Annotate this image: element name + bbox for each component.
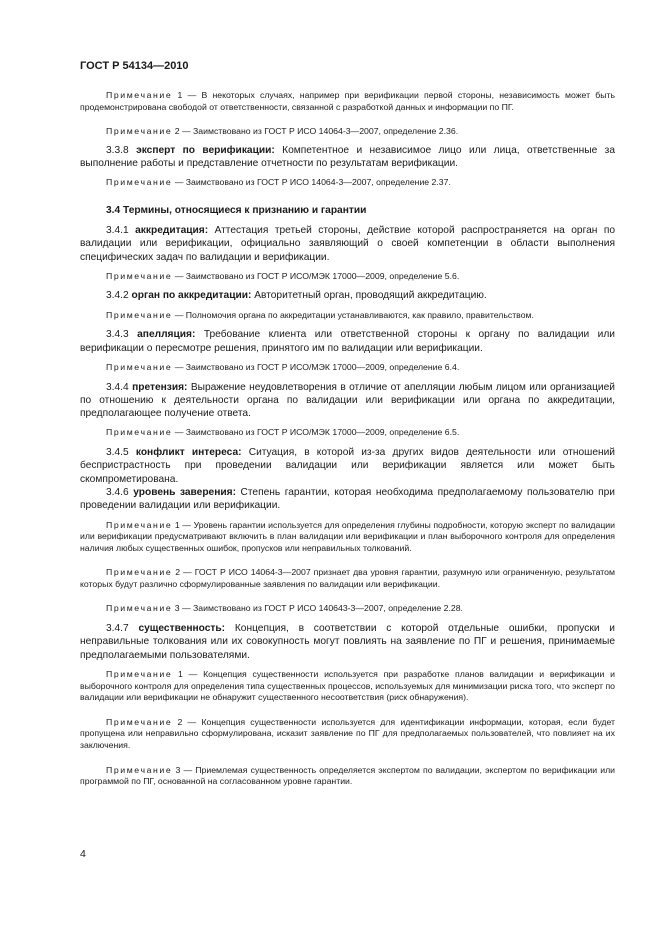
term-definition <box>80 622 615 662</box>
term-number: 3.4.2 <box>106 290 129 302</box>
term-name: апелляция: <box>137 329 196 341</box>
term-text: Ситуация, в которой из-за других видов деятельности или отношений беспристрастность при проведении валидации или верификации является или может быть скомпрометирована. <box>80 447 615 485</box>
term-number: 3.4.3 <box>106 329 129 341</box>
term-name: конфликт интереса: <box>135 447 242 459</box>
note-label: Примечание <box>106 519 173 530</box>
note-paragraph <box>80 310 615 322</box>
term-number: 3.4.6 <box>106 486 129 498</box>
note-text: — Заимствовано из ГОСТ Р ИСО/МЭК 17000—2009, определение 6.5. <box>172 427 460 438</box>
note-paragraph <box>80 765 615 788</box>
note-label: Примечание <box>106 177 173 188</box>
note-text: 1 — В некоторых случаях, например при верификации первой стороны, независимость может быть продемонстрирована свободой от ответственности, связанной с разработкой данных и информации по ПГ. <box>80 90 615 112</box>
term-text: Аттестация третьей стороны, действие которой распространяется на орган по валидации или верификации, официально заявляющий о своей компетенции в области выполнения специфических задач по валидации и верификации. <box>80 224 615 263</box>
note-text: — Заимствовано из ГОСТ Р ИСО 14064-3—2007, определение 2.37. <box>172 177 451 188</box>
document-body <box>80 90 615 788</box>
term-number: 3.3.8 <box>106 144 129 156</box>
term-name: уровень заверения: <box>133 486 236 498</box>
term-text: Требование клиента или ответственной стороны к органу по валидации или верификации о пересмотре решения, принятого им по валидации или верификации. <box>80 329 615 354</box>
note-paragraph <box>80 669 615 704</box>
note-paragraph <box>80 717 615 752</box>
note-text: 3 — Приемлемая существенность определяется экспертом по валидации, экспертом по верификации или программой по ПГ, основанной на согласованном уровне гарантии. <box>80 764 615 787</box>
note-text: 2 — ГОСТ Р ИСО 14064-3—2007 признает два уровня гарантии, разумную или ограниченную, результатом которых будут различно сформулированные заявления по валидации или верификации. <box>80 567 615 589</box>
note-text: — Полномочия органа по аккредитации устанавливаются, как правило, правительством. <box>172 309 534 320</box>
term-number: 3.4.7 <box>106 623 129 635</box>
term-definition <box>80 289 615 302</box>
note-paragraph <box>80 271 615 283</box>
note-text: — Заимствовано из ГОСТ Р ИСО/МЭК 17000—2009, определение 5.6. <box>172 270 460 281</box>
note-label: Примечание <box>106 126 173 137</box>
note-label: Примечание <box>106 668 173 679</box>
note-label: Примечание <box>106 716 173 727</box>
section-heading: 3.4 Термины, относящиеся к признанию и гарантии <box>106 204 367 216</box>
note-paragraph <box>80 567 615 590</box>
term-number: 3.4.4 <box>106 381 129 393</box>
term-number: 3.4.1 <box>106 224 129 236</box>
note-paragraph <box>80 177 615 189</box>
term-name: эксперт по верификации: <box>136 144 275 156</box>
note-paragraph <box>80 520 615 555</box>
term-text: Выражение неудовлетворения в отличие от апелляции любым лицом или организацией по отношению к деятельности органа по валидации или верификации или органа по аккредитации, предполагающее получение ответа. <box>80 381 615 420</box>
term-definition <box>80 486 615 513</box>
note-paragraph <box>80 126 615 138</box>
note-label: Примечание <box>106 361 173 372</box>
term-name: претензия: <box>132 381 188 393</box>
note-text: 1 — Уровень гарантии используется для определения глубины подробности, которую эксперт по валидации или верификации предусматривают включить в план валидации или верификации и план выборочного контроля для определения наличия любых существенных ошибок, пропусков или неправильных толкований. <box>80 519 615 553</box>
note-label: Примечание <box>106 764 173 775</box>
note-label: Примечание <box>106 567 173 578</box>
note-text: 2 — Концепция существенности используется для идентификации информации, которая, если будет пропущена или неправильно сформулирована, исказит заявление по ПГ для предполагаемых пользователей, что повлияет на их заключения. <box>80 716 615 750</box>
term-text: Компетентное и независимое лицо или лица, ответственные за выполнение работы и представление отчетности по результатам верификации. <box>80 144 615 170</box>
term-number: 3.4.5 <box>106 447 129 459</box>
term-name: аккредитация: <box>135 224 209 236</box>
note-text: — Заимствовано из ГОСТ Р ИСО/МЭК 17000—2009, определение 6.4. <box>172 361 460 372</box>
term-definition <box>80 381 615 421</box>
note-paragraph <box>80 362 615 374</box>
term-definition <box>80 446 615 486</box>
note-text: 3 — Заимствовано из ГОСТ Р ИСО 140643-3—2007, определение 2.28. <box>172 603 463 614</box>
term-definition <box>80 328 615 355</box>
note-paragraph <box>80 427 615 439</box>
term-definition <box>80 224 615 264</box>
note-label: Примечание <box>106 603 173 614</box>
page-number: 4 <box>80 848 86 860</box>
note-paragraph <box>80 603 615 615</box>
note-label: Примечание <box>106 309 173 320</box>
standard-header: ГОСТ Р 54134—2010 <box>80 60 189 72</box>
note-text: 1 — Концепция существенности используется при разработке планов валидации и верификации и выборочного контроля для определения типа существенных процессов, используемых для минимизации риска того, что эксперт по валидации или верификации не обнаружит существенного несоответствия (риск обнаружения). <box>80 668 615 703</box>
term-name: существенность: <box>138 623 226 635</box>
term-text: Авторитетный орган, проводящий аккредитацию. <box>251 290 487 302</box>
note-label: Примечание <box>106 90 173 100</box>
note-label: Примечание <box>106 270 173 281</box>
note-paragraph <box>80 90 615 113</box>
term-text: Степень гарантии, которая необходима предполагаемому пользователю при проведении валидации или верификации. <box>80 486 615 512</box>
term-definition <box>80 144 615 171</box>
note-label: Примечание <box>106 427 173 438</box>
term-name: орган по аккредитации: <box>131 290 252 302</box>
note-text: 2 — Заимствовано из ГОСТ Р ИСО 14064-3—2007, определение 2.36. <box>172 126 459 137</box>
term-text: Концепция, в соответствии с которой отдельные ошибки, пропуски и неправильные толкования или их совокупность могут повлиять на заявление по ПГ и решения, принимаемые предполагаемыми пользователями. <box>80 623 615 661</box>
